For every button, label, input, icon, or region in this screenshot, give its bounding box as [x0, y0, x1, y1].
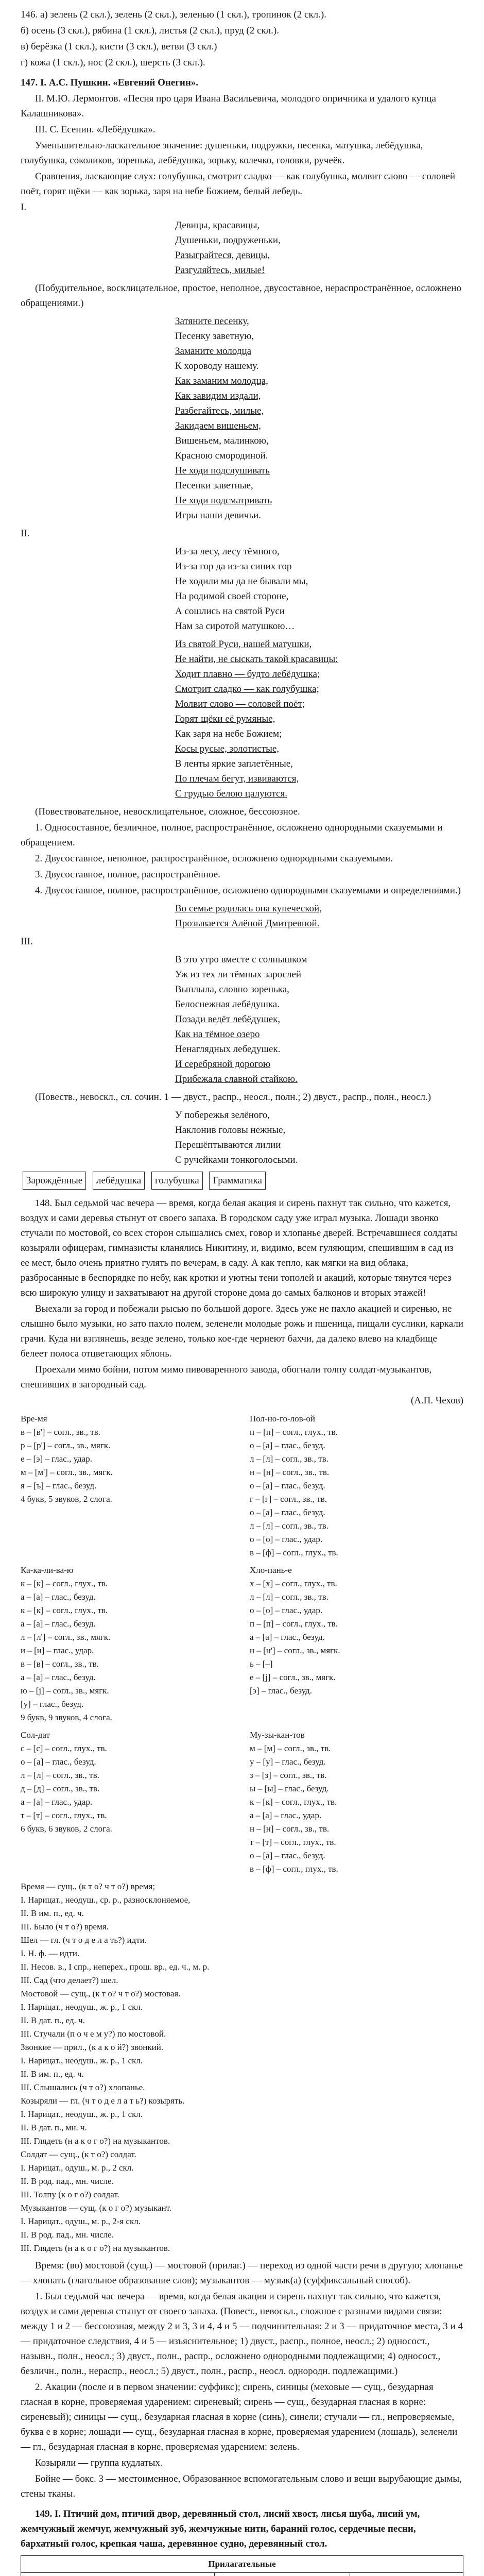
phonetic-line: д – [д] – согл., зв., тв. — [21, 1784, 100, 1793]
poem-line: Красною смородиной. — [175, 450, 268, 461]
ex146-line-4: г) кожа (1 скл.), нос (2 скл.), шерсть (3 скл.). — [21, 57, 205, 68]
phonetic-line: в – [ф] – согл., глух., тв. — [250, 1548, 338, 1557]
phonetic-line: ь – [–] — [250, 1659, 273, 1669]
phonetic-line: у – [у] – глас., безуд. — [250, 1757, 326, 1767]
morph-line: Звонкие — прил., (к а к о й?) звонкий. — [21, 2042, 164, 2052]
phonetic-analysis-3 — [21, 1728, 463, 1876]
phonetic-line: [э] – глас., безуд. — [250, 1686, 312, 1696]
ex147-section-3-label: III. — [21, 936, 33, 947]
phonetic-line: л – [л] – согл., зв., тв. — [250, 1454, 329, 1464]
phonetic-line: о – [о] – глас., удар. — [250, 1534, 323, 1544]
poem-line: В это утро вместе с солнышком — [175, 954, 307, 965]
poem-line: Из святой Руси, нашей матушки, — [175, 639, 312, 650]
ex147-explanation-1: Уменьшительно-ласкательное значение: душеньки, подружки, песенка, матушка, лебёдушка, голубушка, соколиков, зоренька, лебёдушка, зорьку, колечко, головки, ручеёк. — [21, 140, 423, 166]
phonetic-line: н – [н] – согл., зв., тв. — [250, 1467, 330, 1477]
poem-line: У побережья зелёного, — [175, 1110, 270, 1121]
ex147-intro: 147. I. А.С. Пушкин. «Евгений Онегин». — [21, 77, 199, 88]
phonetic-line: и – [и] – глас., удар. — [21, 1646, 94, 1655]
phonetic-column-right — [250, 1728, 463, 1876]
phonetic-line: о – [а] – глас., безуд. — [250, 1507, 325, 1517]
phonetic-line: к – [к] – согл., глух., тв. — [21, 1579, 108, 1588]
phonetic-line: Му-зы-кан-тов — [250, 1730, 305, 1740]
ex147-analysis-2d: 3. Двусоставное, полное, распространённое. — [35, 869, 220, 880]
phonetic-line: Сол-дат — [21, 1730, 50, 1740]
ex147-section-1-label: I. — [21, 202, 27, 213]
morph-line: III. Сад (что делает?) шел. — [21, 1975, 118, 1985]
poem-line: Из-за лесу, лесу тёмного, — [175, 546, 280, 557]
phonetic-column-right — [250, 1564, 463, 1724]
ex146-line-3: в) берёзка (1 скл.), кисти (3 скл.), ветви (3 скл.) — [21, 41, 217, 52]
ex147-explanation-2: Сравнения, ласкающие слух: голубушка, смотрит сладко — как голубушка, молвит слово — соловей поёт, горят щёки — как зорька, заря на небе Божием, белый лебедь. — [21, 171, 456, 197]
exercise-147 — [21, 75, 463, 1191]
poem-line: Девицы, красавицы, — [175, 220, 260, 231]
phonetic-line: п – [п] – согл., глух., тв. — [250, 1427, 338, 1437]
word-box: голубушка — [151, 1172, 203, 1190]
ex149-intro: 149. I. Птичий дом, птичий двор, деревянный стол, лисий хвост, лисья шуба, лисий ум, жемчужный жемчуг, жемчужный зуб, жемчужные нити, бараний голос, сердечные песни, бархатный голос, крепкая чаша, деревянное судно, деревянный стол. — [21, 2509, 420, 2549]
poem-line: К хороводу нашему. — [175, 361, 259, 371]
poem-line: С ручейками тонкоголосыми. — [175, 1155, 298, 1165]
morph-line: I. Нарицат., одуш., м. р., 2 скл. — [21, 2163, 134, 2173]
phonetic-line: 4 букв, 5 звуков, 2 слога. — [21, 1494, 112, 1504]
phonetic-line: а – [а] – глас., удар. — [21, 1797, 93, 1807]
phonetic-line: 9 букв, 9 звуков, 4 слога. — [21, 1713, 112, 1722]
phonetic-line: е – [э] – глас., удар. — [21, 1454, 92, 1464]
poem-line: Перешёптываются лилии — [175, 1140, 281, 1150]
poem-line: Не ходили мы да не бывали мы, — [175, 576, 308, 587]
ex147-analysis-2: (Повествовательное, невосклицательное, сложное, бессоюзное. — [35, 806, 300, 817]
poem-line: Горят щёки её румяные, — [175, 714, 275, 724]
phonetic-line: м – [м'] – согл., зв., мягк. — [21, 1467, 113, 1477]
poem-line: Затяните песенку, — [175, 316, 249, 327]
phonetic-column-left — [21, 1412, 234, 1560]
poem-line: Разгуляйтесь, милые! — [175, 265, 265, 276]
poem-line: В ленты яркие заплетённые, — [175, 758, 293, 769]
phonetic-line: Пол-но-го-лов-ой — [250, 1414, 315, 1423]
morph-line: Музыкантов — сущ. (к о г о?) музыкант. — [21, 2203, 172, 2213]
poem-line: Смотрит сладко — как голубушка; — [175, 684, 319, 694]
poem-line: На родимой своей стороне, — [175, 591, 289, 602]
table-header — [214, 2573, 350, 2576]
phonetic-line: а – [а] – глас., удар. — [250, 1810, 322, 1820]
morph-line: I. Нарицат., одуш., м. р., 2-я скл. — [21, 2216, 141, 2226]
poem-line: Как завидим издали, — [175, 391, 261, 401]
ex147-analysis-1: (Побудительное, восклицательное, простое, неполное, двусоставное, нераспространённое, осложнено обращениями.) — [21, 283, 461, 309]
phonetic-line: в – [в] – согл., зв., тв. — [21, 1659, 99, 1669]
ex147-poem-2 — [175, 544, 463, 634]
poem-line: Во семье родилась она купеческой, — [175, 903, 322, 914]
ex148-paragraph-9: Бойне — бокс. 3 — местоименное, Образованное вспомогательным слово и вещи вырубающие дымы, стены тканы. — [21, 2473, 462, 2499]
poem-line: Закидаем вишеньем, — [175, 420, 261, 431]
morph-line: Шел — гл. (ч т о д е л а ть?) идти. — [21, 1935, 147, 1945]
phonetic-line: Вре-мя — [21, 1414, 47, 1423]
poem-line: Вишеньем, малинкою, — [175, 435, 269, 446]
ex148-paragraph-7: 2. Акации (после и в первом значении: суффикс); сирень, синицы (меховые — сущ., безударная гласная в корне, проверяемая ударением: сиреневый; сирень — сущ., безударная гласная в корне: сиреневый); синицы — сущ., безударная гласная в корне (синь), синели; стучали — гл., непроверяемые, буква е в корне; лошади — сущ., безударная гласная в корне, проверяемая ударением (лошадь), зеленели — гл., безударная гласная в корне, проверяемая ударением: зелень. — [21, 2382, 458, 2452]
poem-line: Как заря на небе Божием; — [175, 728, 282, 739]
poem-line: Песенки заветные, — [175, 480, 253, 491]
ex146-line-1: 146. а) зелень (2 скл.), зелень (2 скл.), зеленью (1 скл.), тропинок (2 скл.). — [21, 9, 326, 20]
ex147-analysis-2e: 4. Двусоставное, полное, распространённое, осложнено однородными сказуемыми и определениями.) — [35, 885, 461, 896]
poem-line: Душеньки, подруженьки, — [175, 235, 281, 246]
phonetic-line: л – [л] – согл., зв., тв. — [250, 1521, 329, 1531]
phonetic-line: 6 букв, 6 звуков, 2 слога. — [21, 1824, 112, 1834]
poem-line: Из-за гор да из-за синих гор — [175, 561, 292, 572]
morph-line: II. В им. п., ед. ч. — [21, 1908, 84, 1918]
morph-line: I. Нарицат., неодуш., ж. р., 1 скл. — [21, 2056, 143, 2065]
phonetic-line: ю – [j] – согл., зв., мягк. — [21, 1686, 109, 1696]
phonetic-line: о – [а] – глас., безуд. — [250, 1851, 325, 1860]
poem-line: С грудью белою цалуются. — [175, 788, 287, 799]
phonetic-line: а – [а] – глас., безуд. — [250, 1632, 325, 1642]
poem-line: Прозывается Алёной Дмитревной. — [175, 918, 320, 929]
poem-line: А сошлись на святой Руси — [175, 606, 285, 617]
phonetic-line: Хло-пань-е — [250, 1565, 292, 1575]
morphological-analysis — [21, 1880, 463, 2255]
ex148-paragraph-8: Козыряли — группа кудлатых. — [35, 2458, 163, 2468]
phonetic-line: л – [л] – согл., зв., тв. — [250, 1592, 329, 1602]
ex148-paragraph-6: 1. Был седьмой час вечера — время, когда белая акация и сирень пахнут так сильно, что кажется, воздух и сами деревья стынут от своего запаха. (Повест., невоскл., сложное с разными видами связи: между 1 и 2 — бессоюзная, между 2 и 3, 3 и 4, 4 и 5 — подчинительная: 2 и 3 — придаточное места, 3 и 4 — придаточное следствия, 4 и 5 — изъяснительное; 1) двуст., распр., полное, неосл.; 2) односост., назывн., полн., неосл.; 3) двуст., полн., распр., осложнено однородными подлежащими; 4) односост., безличн., полн., нераспр., неосл.; 5) двуст., полн., распр., неосл. однородн. подлежащими.) — [21, 2291, 463, 2377]
ex147-poem-3b — [175, 1108, 463, 1167]
poem-line: По плечам бегут, извиваются, — [175, 773, 299, 784]
phonetic-analysis-2 — [21, 1564, 463, 1724]
poem-line: Не ходи подсматривать — [175, 495, 272, 506]
poem-line: Игры наши девичьи. — [175, 510, 262, 521]
phonetic-line: т – [т] – согл., глух., тв. — [21, 1810, 107, 1820]
phonetic-line: з – [з] – согл., зв., тв. — [250, 1770, 327, 1780]
exercise-148 — [21, 1196, 463, 2501]
poem-line: Косы русые, золотистые, — [175, 743, 280, 754]
phonetic-line: а – [а] – глас., безуд. — [21, 1619, 96, 1629]
morph-line: II. В дат. п., мн. ч. — [21, 2123, 87, 2132]
poem-line: И серебряной дорогою — [175, 1059, 271, 1070]
phonetic-line: х – [х] – согл., глух., тв. — [250, 1579, 337, 1588]
exercise-149 — [21, 2506, 463, 2576]
morph-line: III. Толпу (к о г о?) солдат. — [21, 2190, 119, 2199]
poem-line: Наклонив головы нежные, — [175, 1125, 286, 1136]
ex147-analysis-2c: 2. Двусоставное, неполное, распространённое, осложнено однородными сказуемыми. — [35, 853, 393, 864]
phonetic-line: г – [г] – согл., зв., тв. — [250, 1494, 327, 1504]
ex148-paragraph-5: Время: (во) мостовой (сущ.) — мостовой (прилаг.) — переход из одной части речи в другую; хлопанье — хлопать (глагольное образование слов); музыкантов — музык(а) (суффиксальный способ). — [21, 2260, 463, 2286]
exercise-146 — [21, 7, 463, 70]
ex147-section-2-label: II. — [21, 528, 30, 539]
ex148-paragraph-2: Выехали за город и побежали рысью по большой дороге. Здесь уже не пахло акацией и сиренью, не слышно было музыки, но зато пахло полем, зеленели молодые рожь и пшеница, пищали суслики, каркали грачи. Куда ни взглянешь, везде зелено, только кое-где чернеют бахчи, да далеко влево на кладбище белеет полоса отцветающих яблонь. — [21, 1303, 463, 1359]
phonetic-line: в – [в'] – согл., зв., тв. — [21, 1427, 101, 1437]
phonetic-line: л – [л'] – согл., зв., мягк. — [21, 1632, 111, 1642]
morph-line: II. В род. пад., мн. числе. — [21, 2176, 114, 2186]
phonetic-line: т – [т] – согл., глух., тв. — [250, 1837, 336, 1847]
table-title: Прилагательные — [21, 2556, 463, 2573]
phonetic-column-left — [21, 1564, 234, 1724]
phonetic-line: Ка-ка-ли-ва-ю — [21, 1565, 74, 1575]
morph-line: III. Стучали (п о ч е м у?) по мостовой. — [21, 2029, 166, 2039]
phonetic-line: п – [п] – согл., глух., тв. — [250, 1619, 338, 1629]
phonetic-line: м – [м] – согл., зв., тв. — [250, 1743, 331, 1753]
phonetic-column-left — [21, 1728, 234, 1876]
ex148-author: (А.П. Чехов) — [410, 1395, 463, 1406]
poem-line: Заманите молодца — [175, 346, 252, 357]
poem-line: Как на тёмное озеро — [175, 1029, 260, 1040]
ex148-paragraph-3: Проехали мимо бойни, потом мимо пивоваренного завода, обогнали толпу солдат-музыкантов, спешивших в загородный сад. — [21, 1364, 432, 1390]
phonetic-line: о – [а] – глас., безуд. — [21, 1757, 96, 1767]
ex147-poem-2c — [175, 901, 463, 931]
ex147-source-2: II. М.Ю. Лермонтов. «Песня про царя Ивана Васильевича, молодого опричника и удалого купца Калашникова». — [21, 93, 436, 119]
morph-line: Время — сущ., (к т о? ч т о?) время; — [21, 1882, 155, 1891]
word-box: Грамматика — [209, 1172, 265, 1190]
morph-line: II. В дат. п., ед. ч. — [21, 2015, 85, 2025]
word-box: Зарождённые — [23, 1172, 86, 1190]
morph-line: Мостовой — сущ., (к т о? ч т о?) мостовая. — [21, 1989, 181, 1998]
morph-line: III. Слышались (ч т о?) хлопанье. — [21, 2082, 145, 2092]
ex147-word-boxes — [21, 1171, 463, 1191]
phonetic-line: а – [а] – глас., безуд. — [21, 1592, 96, 1602]
phonetic-line: [у] – глас., безуд. — [21, 1699, 84, 1709]
phonetic-line: в – [ф] – согл., глух., тв. — [250, 1864, 338, 1874]
poem-line: Не ходи подслушивать — [175, 465, 270, 476]
poem-line: Разыграйтеся, девицы, — [175, 250, 270, 261]
ex146-line-2: б) осень (3 скл.), рябина (1 скл.), листья (2 скл.), пруд (2 скл.). — [21, 25, 279, 36]
poem-line: Ходит плавно — будто лебёдушка; — [175, 669, 320, 680]
poem-line: Позади ведёт лебёдушек, — [175, 1014, 281, 1025]
phonetic-line: к – [к] – согл., глух., тв. — [21, 1605, 108, 1615]
ex147-poem-3 — [175, 952, 463, 1087]
phonetic-line: к – [к] – согл., глух., тв. — [250, 1797, 337, 1807]
phonetic-line: л – [л] – согл., зв., тв. — [21, 1770, 99, 1780]
morph-line: I. Нарицат., неодуш., ж. р., 1 скл. — [21, 2109, 143, 2119]
phonetic-line: е – [j] – согл., зв., мягк. — [250, 1672, 336, 1682]
poem-line: Нам за сиротой матушкою… — [175, 621, 295, 632]
morph-line: III. Глядеть (н а к о г о?) на музыкантов. — [21, 2136, 170, 2146]
phonetic-line: о – [о] – глас., удар. — [250, 1605, 323, 1615]
poem-line: Выплыла, словно зоренька, — [175, 984, 289, 995]
phonetic-line: р – [р'] – согл., зв., мягк. — [21, 1440, 111, 1450]
morph-line: Козыряли — гл. (ч т о д е л а т ь?) козырять. — [21, 2096, 185, 2106]
morph-line: II. В им. п., ед. ч. — [21, 2069, 84, 2079]
phonetic-line: о – [а] – глас., безуд. — [250, 1481, 325, 1490]
poem-line: Белоснежная лебёдушка. — [175, 999, 280, 1010]
morph-line: I. Нарицат., неодуш., ж. р., 1 скл. — [21, 2002, 143, 2012]
page — [21, 0, 463, 2576]
ex147-poem-1b — [175, 314, 463, 523]
poem-line: Молвит слово — соловей поёт; — [175, 699, 305, 709]
phonetic-line: о – [а] – глас., безуд. — [250, 1440, 325, 1450]
phonetic-line: я – [ъ] – глас., безуд. — [21, 1481, 97, 1490]
ex148-paragraph-1: 148. Был седьмой час вечера — время, когда белая акация и сирень пахнут так сильно, что кажется, воздух и сами деревья стынут от своего запаха. В городском саду уже играл музыка. Лошади звонко стучали по мостовой, со всех сторон слышались смех, говор и хлопанье дверей. Встречавшиеся солдаты козыряли офицерам, гимназисты кланялись Никитину, и, видимо, всем гуляющим, спешившим в сад из ее мест, было очень приятно гулять по вечерам, в саду. А как тепло, как мягки на вид облака, разбросанные в беспорядке по небу, как кротки и уютны тени тополей и акаций, которые тянутся через всю широкую улицу и захватывают на другой стороне дома до самых балконов и вторых этажей! — [21, 1198, 458, 1298]
poem-line: Ненаглядных лебедушек. — [175, 1044, 281, 1055]
phonetic-analysis-1 — [21, 1412, 463, 1560]
poem-line: Прибежала славной стайкою. — [175, 1074, 298, 1084]
phonetic-line: н – [н] – согл., зв., тв. — [250, 1824, 330, 1834]
morph-line: II. Несов. в., I спр., неперех., прош. вр., ед. ч., м. р. — [21, 1962, 210, 1972]
ex147-poem-2b — [175, 637, 463, 801]
morph-line: Солдат — сущ., (к т о?) солдат. — [21, 2149, 136, 2159]
morph-line: III. Было (ч т о?) время. — [21, 1922, 109, 1931]
morph-line: I. Н. ф. — идти. — [21, 1948, 80, 1958]
phonetic-line: с – [с] – согл., глух., тв. — [21, 1743, 107, 1753]
adjectives-table — [21, 2555, 463, 2576]
ex147-analysis-2b: 1. Односоставное, безличное, полное, распространённое, осложнено однородными сказуемыми и обращением. — [21, 822, 443, 848]
morph-line: II. В род. пад., мн. числе. — [21, 2230, 114, 2240]
word-box: лебёдушка — [93, 1172, 145, 1190]
phonetic-line: н – [н'] – согл., зв., мягк. — [250, 1646, 340, 1655]
poem-line: Не найти, не сыскать такой красавицы: — [175, 654, 338, 665]
poem-line: Песенку заветную, — [175, 331, 254, 342]
ex147-analysis-3: (Повеств., невоскл., сл. сочин. 1 — двуст., распр., неосл., полн.; 2) двуст., распр., полн., неосл.) — [35, 1092, 431, 1103]
table-header — [21, 2573, 215, 2576]
poem-line: Уж из тех ли тёмных зарослей — [175, 969, 302, 980]
ex147-poem-1 — [175, 218, 463, 278]
poem-line: Разбегайтесь, милые, — [175, 405, 264, 416]
morph-line: I. Нарицат., неодуш., ср. р., разносклоняемое, — [21, 1895, 191, 1905]
phonetic-line: ы – [ы] – глас., безуд. — [250, 1784, 329, 1793]
phonetic-line: а – [а] – глас., безуд. — [21, 1672, 96, 1682]
table-header — [350, 2573, 463, 2576]
ex147-source-3: III. С. Есенин. «Лебёдушка». — [35, 124, 155, 135]
phonetic-column-right — [250, 1412, 463, 1560]
poem-line: Как заманим молодца, — [175, 376, 268, 386]
morph-line: III. Глядеть (н а к о г о?) на музыкантов. — [21, 2243, 170, 2253]
